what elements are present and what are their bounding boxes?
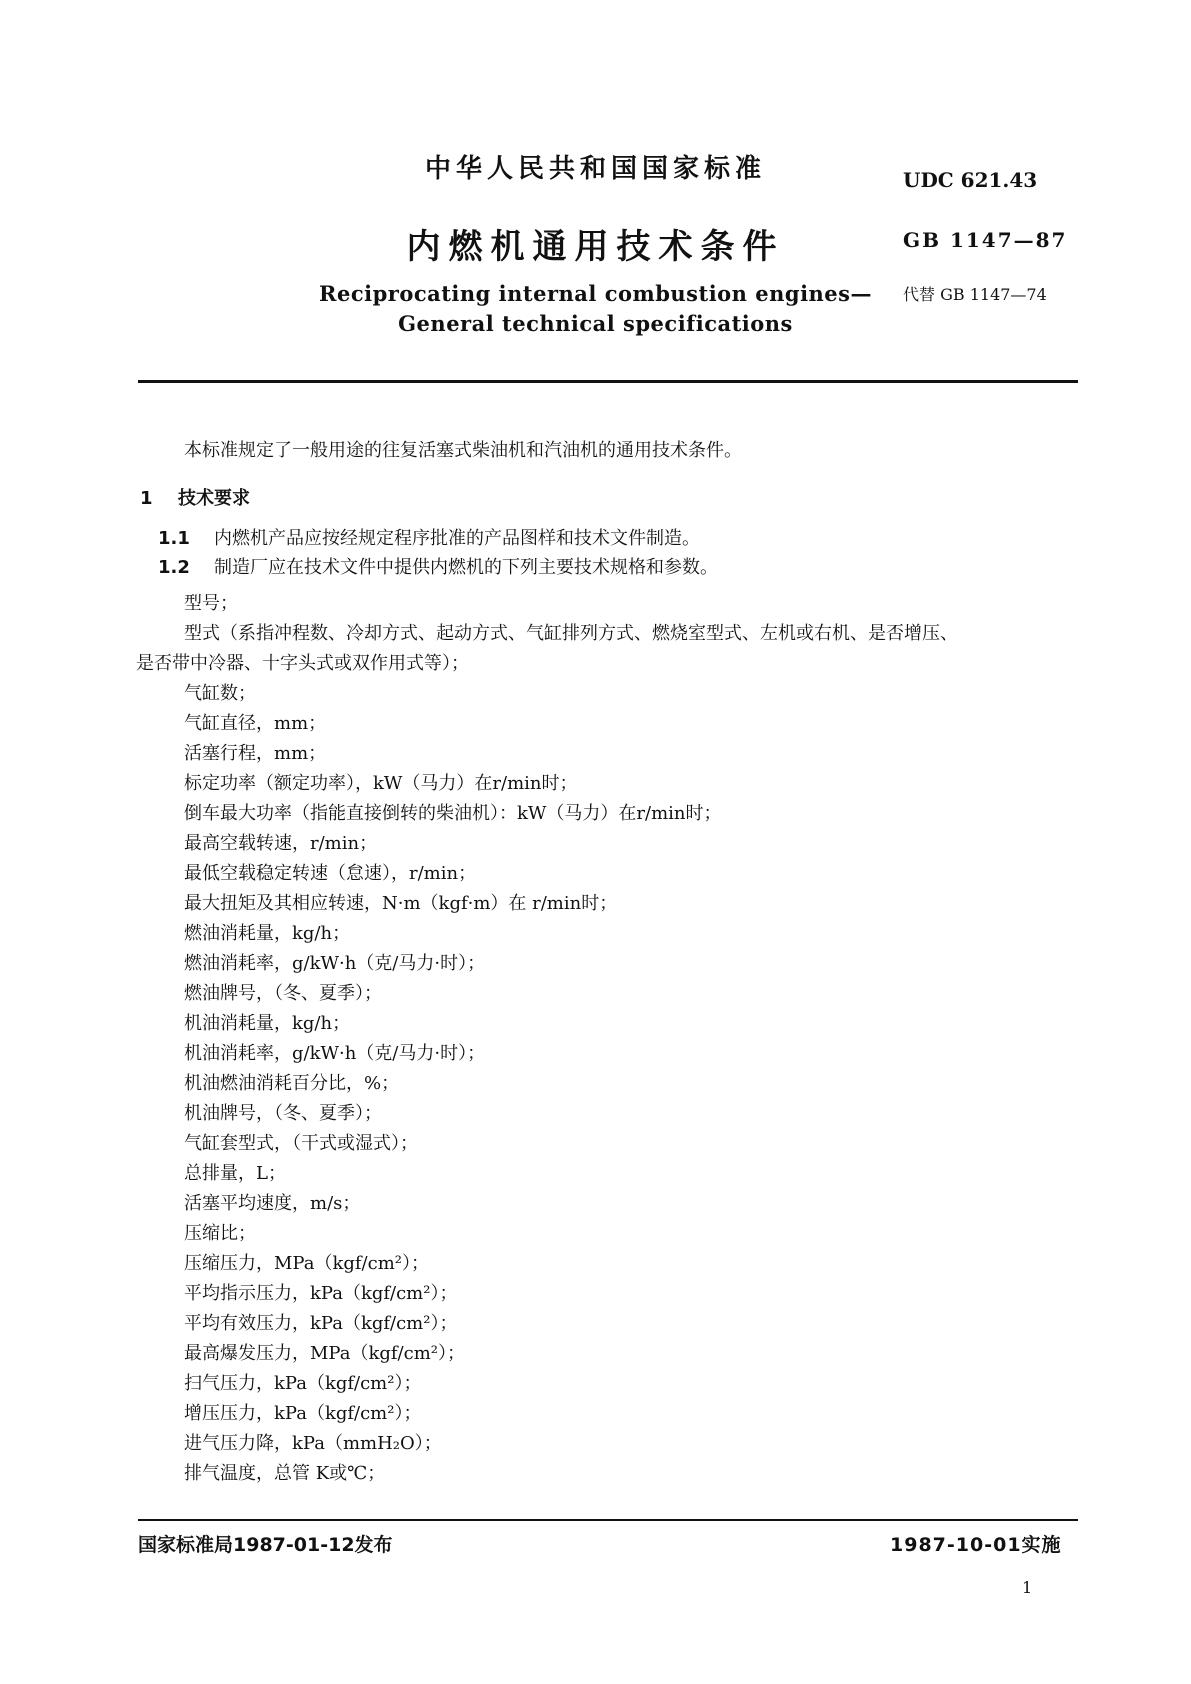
list-item: 标定功率（额定功率），kW（马力）在r/min时；	[184, 773, 578, 794]
list-item: 平均指示压力，kPa（kgf/cm²）；	[184, 1283, 458, 1304]
list-item: 最高空载转速，r/min；	[184, 833, 378, 854]
section-title: 技术要求	[178, 488, 250, 509]
clause-number: 1.2	[158, 557, 190, 578]
list-item: 是否带中冷器、十字头式或双作用式等）；	[136, 653, 469, 674]
list-item: 燃油牌号，（冬、夏季）；	[184, 983, 382, 1004]
list-item: 机油消耗量，kg/h；	[184, 1013, 351, 1034]
list-item: 活塞平均速度，m/s；	[184, 1193, 361, 1214]
section-number: 1	[140, 488, 153, 509]
list-item: 进气压力降，kPa（mmH₂O）；	[184, 1433, 442, 1454]
list-item: 燃油消耗率，g/kW·h（克/马力·时）；	[184, 953, 486, 974]
document-title-cn: 内燃机通用技术条件	[406, 227, 785, 267]
parameter-list	[136, 589, 1084, 1489]
clause-text: 制造厂应在技术文件中提供内燃机的下列主要技术规格和参数。	[214, 557, 718, 578]
list-item: 平均有效压力，kPa（kgf/cm²）；	[184, 1313, 458, 1334]
issue-date: 国家标准局1987-01-12发布	[138, 1534, 393, 1556]
list-item: 倒车最大功率（指能直接倒转的柴油机）：kW（马力）在r/min时；	[184, 803, 722, 824]
list-item: 机油燃油消耗百分比，%；	[184, 1073, 400, 1094]
list-item: 总排量，L；	[184, 1163, 286, 1184]
list-item: 型式（系指冲程数、冷却方式、起动方式、气缸排列方式、燃烧室型式、左机或右机、是否增压、	[184, 623, 958, 644]
footer-divider	[138, 1519, 1078, 1521]
list-item: 增压压力，kPa（kgf/cm²）；	[184, 1403, 422, 1424]
replaces-standard: 代替 GB 1147—74	[903, 285, 1047, 304]
list-item: 气缸直径，mm；	[184, 713, 327, 734]
implementation-date: 1987-10-01实施	[890, 1534, 1062, 1556]
clause-1-2	[158, 553, 718, 579]
list-item: 最大扭矩及其相应转速，N·m（kgf·m）在 r/min时；	[184, 893, 618, 914]
document-title-en-line1: Reciprocating internal combustion engines—	[319, 281, 872, 306]
list-item: 排气温度，总管 K或℃；	[184, 1463, 386, 1484]
page-number: 1	[1022, 1578, 1033, 1597]
section-1-heading	[140, 484, 250, 510]
udc-code: UDC 621.43	[903, 168, 1038, 192]
intro-paragraph: 本标准规定了一般用途的往复活塞式柴油机和汽油机的通用技术条件。	[184, 440, 742, 461]
list-item: 型号；	[184, 593, 238, 614]
country-standard-heading: 中华人民共和国国家标准	[424, 154, 766, 184]
clause-1-1	[158, 524, 700, 550]
list-item: 气缸数；	[184, 683, 256, 704]
list-item: 活塞行程，mm；	[184, 743, 327, 764]
document-title-en-line2: General technical specifications	[398, 311, 793, 336]
list-item: 扫气压力，kPa（kgf/cm²）；	[184, 1373, 422, 1394]
list-item: 机油消耗率，g/kW·h（克/马力·时）；	[184, 1043, 486, 1064]
list-item: 最高爆发压力，MPa（kgf/cm²）；	[184, 1343, 465, 1364]
list-item: 最低空载稳定转速（怠速），r/min；	[184, 863, 477, 884]
list-item: 压缩比；	[184, 1223, 256, 1244]
list-item: 机油牌号，（冬、夏季）；	[184, 1103, 382, 1124]
header-divider	[138, 380, 1078, 383]
list-item: 燃油消耗量，kg/h；	[184, 923, 351, 944]
list-item: 气缸套型式，（干式或湿式）；	[184, 1133, 418, 1154]
gb-number: GB 1147—87	[903, 228, 1068, 252]
clause-number: 1.1	[158, 528, 190, 549]
clause-text: 内燃机产品应按经规定程序批准的产品图样和技术文件制造。	[214, 528, 700, 549]
list-item: 压缩压力，MPa（kgf/cm²）；	[184, 1253, 429, 1274]
